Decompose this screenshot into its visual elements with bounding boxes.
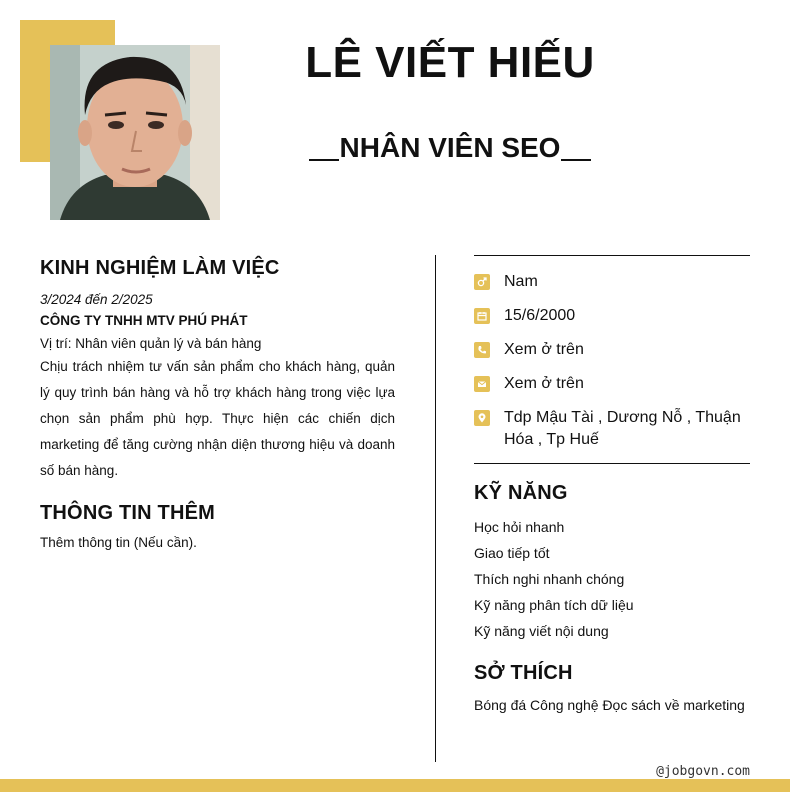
contact-phone-text: Xem ở trên [504,341,584,358]
more-info-heading: THÔNG TIN THÊM [40,502,216,524]
skill-item: Kỹ năng viết nội dung [474,623,609,639]
skills-heading: KỸ NĂNG [474,482,568,504]
location-icon [474,410,490,426]
skill-item: Kỹ năng phân tích dữ liệu [474,597,634,613]
candidate-name: LÊ VIẾT HIẾU [305,38,595,87]
contact-email-text: Xem ở trên [504,375,584,392]
left-column [40,257,395,550]
skills-list [474,514,750,644]
contact-birthday-text: 15/6/2000 [504,307,576,324]
contact-list [474,271,750,451]
job-title-text: NHÂN VIÊN SEO [339,132,561,163]
contact-address-text: Tdp Mậu Tài , Dương Nỗ , Thuận Hóa , Tp Huế [504,409,741,448]
calendar-icon [474,308,490,324]
right-column [474,255,750,713]
experience-description: Chịu trách nhiệm tư vấn sản phẩm cho khách hàng, quản lý quy trình bán hàng và hỗ trợ khách hàng trong việc lựa chọn sản phẩm phù hợp. Thực hiện các chiến dịch marketing để tăng cường nhận diện thương hiệu và doanh số bán hàng. [40,359,395,478]
skill-item: Học hỏi nhanh [474,519,565,535]
contact-gender-text: Nam [504,273,538,290]
hobbies-heading: SỞ THÍCH [474,662,573,684]
experience-company: CÔNG TY TNHH MTV PHÚ PHÁT [40,313,248,328]
watermark: @jobgovn.com [656,764,750,779]
gender-icon [474,274,490,290]
experience-position: Vị trí: Nhân viên quản lý và bán hàng [40,336,262,351]
profile-photo-image [50,45,220,220]
hobbies-text: Bóng đá Công nghệ Đọc sách về marketing [474,697,745,713]
experience-heading: KINH NGHIỆM LÀM VIỆC [40,257,280,279]
column-divider [435,255,436,762]
footer-accent-bar [0,779,790,792]
email-icon [474,376,490,392]
title-right-dash [561,159,591,161]
contact-phone [474,339,750,361]
title-left-dash [309,159,339,161]
job-title [230,132,670,164]
skill-item: Thích nghi nhanh chóng [474,571,625,587]
contact-birthday [474,305,750,327]
profile-photo [50,45,220,220]
contact-email [474,373,750,395]
contact-bottom-divider [474,463,750,464]
phone-icon [474,342,490,358]
contact-address [474,407,750,451]
skill-item: Giao tiếp tốt [474,545,550,561]
experience-period: 3/2024 đến 2/2025 [40,292,153,307]
contact-gender [474,271,750,293]
contact-top-divider [474,255,750,256]
more-info-text: Thêm thông tin (Nếu cần). [40,535,197,550]
